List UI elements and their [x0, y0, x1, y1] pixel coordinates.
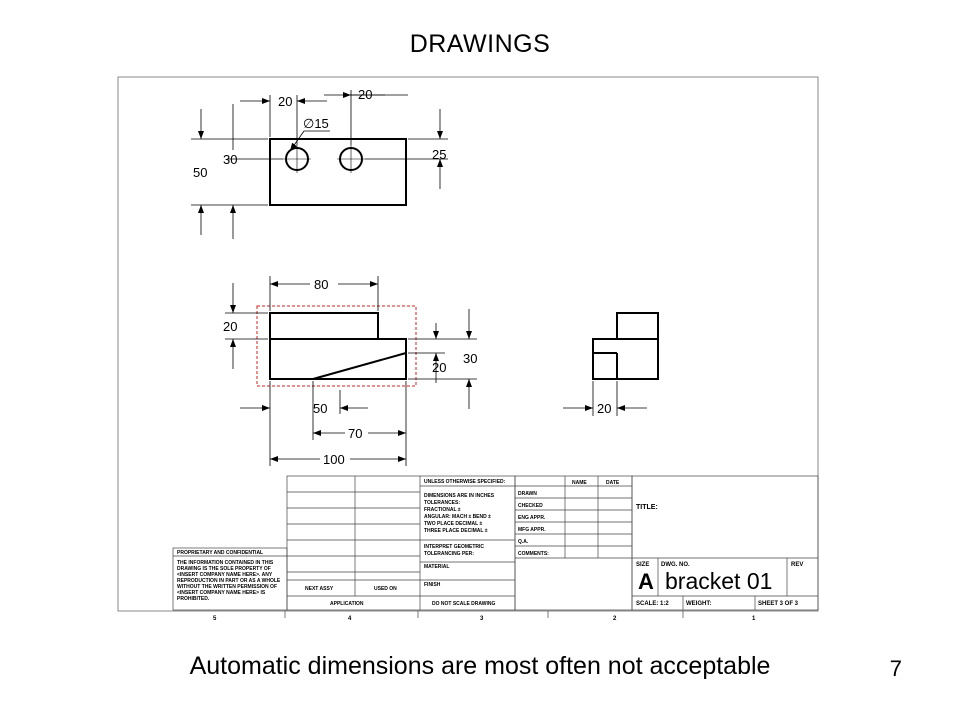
tb-angular: ANGULAR: MACH ± BEND ±: [424, 514, 491, 520]
zone-label: 3: [480, 616, 484, 622]
tb-comments: COMMENTS:: [518, 551, 549, 557]
dim-30-front: 30: [463, 351, 478, 366]
tb-dimensions-note: DIMENSIONS ARE IN INCHES: [424, 493, 495, 499]
tb-title-label: TITLE:: [636, 504, 658, 511]
front-view-upper: [270, 313, 378, 339]
tb-next-assy: NEXT ASSY: [305, 586, 334, 592]
tb-finish: FINISH: [424, 582, 441, 588]
tb-drawn: DRAWN: [518, 491, 537, 497]
tb-fractional: FRACTIONAL ±: [424, 507, 461, 513]
zone-label: 1: [752, 616, 756, 622]
side-view-outline-lower: [593, 339, 658, 379]
tb-rev-label: REV: [791, 562, 804, 568]
slide-title: DRAWINGS: [409, 30, 551, 58]
dim-20-side: 20: [597, 401, 612, 416]
tb-mfg-appr: MFG APPR.: [518, 527, 546, 533]
dim-50-top: 50: [193, 165, 208, 180]
top-view-outline: [270, 139, 406, 205]
tb-used-on: USED ON: [374, 586, 397, 592]
tb-dwg-no-label: DWG. NO.: [661, 562, 690, 568]
dim-70: 70: [348, 426, 363, 441]
tb-size-label: SIZE: [636, 562, 650, 568]
tb-eng-appr: ENG APPR.: [518, 515, 546, 521]
tb-proprietary-line: THE INFORMATION CONTAINED IN THIS: [177, 560, 274, 566]
slide-caption: Automatic dimensions are most often not acceptable: [189, 652, 771, 680]
tb-sheet: SHEET 3 OF 3: [758, 601, 799, 607]
selection-box: [257, 306, 416, 386]
tb-proprietary-line: <INSERT COMPANY NAME HERE> IS: [177, 590, 266, 596]
dim-20-front-right: 20: [432, 360, 447, 375]
dim-20-front-left: 20: [223, 319, 238, 334]
tb-proprietary-line: WITHOUT THE WRITTEN PERMISSION OF: [177, 584, 277, 590]
tb-interpret: INTERPRET GEOMETRIC: [424, 544, 485, 550]
tb-tolerancing: TOLERANCING PER:: [424, 551, 474, 557]
dim-80: 80: [314, 277, 329, 292]
zone-label: 2: [613, 616, 617, 622]
side-view-outline-upper: [617, 313, 658, 339]
tb-application: APPLICATION: [330, 601, 364, 607]
tb-weight: WEIGHT:: [686, 601, 712, 607]
tb-date: DATE: [606, 480, 620, 486]
dim-30-top: 30: [223, 152, 238, 167]
zone-label: 4: [348, 616, 352, 622]
tb-proprietary-line: <INSERT COMPANY NAME HERE>. ANY: [177, 572, 273, 578]
tb-size-value: A: [638, 569, 654, 594]
dim-hole-diameter: ∅15: [303, 116, 329, 131]
tb-proprietary-line: REPRODUCTION IN PART OR AS A WHOLE: [177, 578, 281, 584]
tb-three-place: THREE PLACE DECIMAL ±: [424, 528, 488, 534]
tb-do-not-scale: DO NOT SCALE DRAWING: [432, 601, 496, 607]
slide-number: 7: [889, 656, 902, 681]
dim-50-front: 50: [313, 401, 328, 416]
dim-25-top: 25: [432, 147, 447, 162]
dim-20-left: 20: [278, 94, 293, 109]
tb-proprietary-line: DRAWING IS THE SOLE PROPERTY OF: [177, 566, 271, 572]
tb-checked: CHECKED: [518, 503, 543, 509]
tb-proprietary-line: PROHIBITED.: [177, 596, 210, 602]
dim-100: 100: [323, 452, 345, 467]
tb-unless-specified: UNLESS OTHERWISE SPECIFIED:: [424, 479, 506, 485]
title-block: [173, 476, 818, 618]
tb-name: NAME: [572, 480, 587, 486]
tb-two-place: TWO PLACE DECIMAL ±: [424, 521, 483, 527]
front-view-slope: [313, 353, 406, 379]
tb-scale: SCALE: 1:2: [636, 601, 669, 607]
tb-tolerances: TOLERANCES:: [424, 500, 461, 506]
tb-dwg-no-value: bracket 01: [665, 568, 773, 594]
zone-label: 5: [213, 616, 217, 622]
tb-material: MATERIAL: [424, 564, 450, 570]
tb-qa: Q.A.: [518, 539, 529, 545]
tb-proprietary-title: PROPRIETARY AND CONFIDENTIAL: [177, 550, 264, 556]
dim-20-top: 20: [358, 87, 373, 102]
